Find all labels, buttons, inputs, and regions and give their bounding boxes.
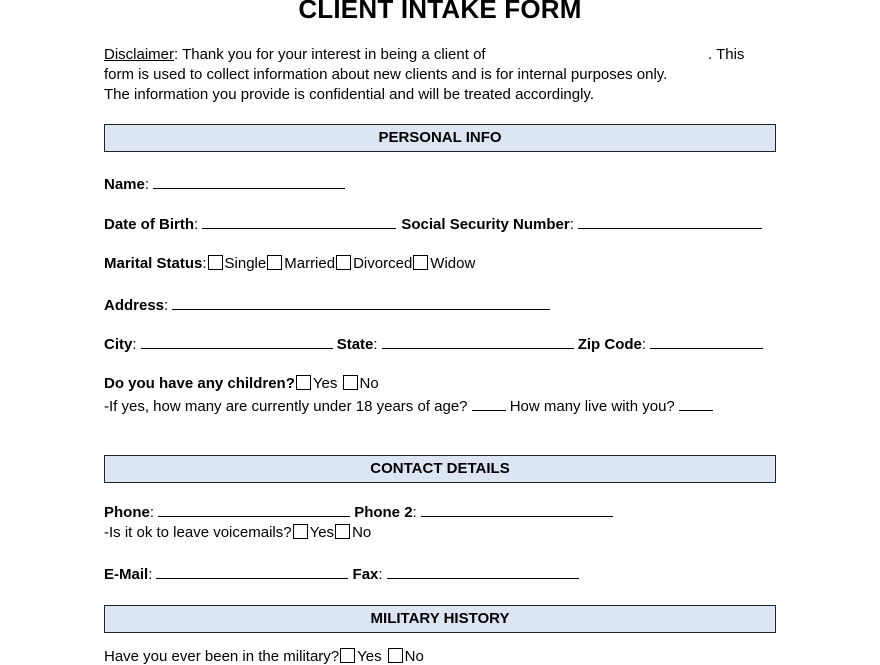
marital-label: Marital Status [104, 255, 203, 272]
city-label: City [104, 336, 133, 353]
voicemail-no-checkbox[interactable] [335, 524, 350, 539]
voicemail-yes-checkbox[interactable] [293, 524, 308, 539]
phone2-field[interactable] [421, 502, 613, 517]
name-field[interactable] [153, 174, 345, 189]
military-row [104, 648, 424, 665]
section-military-history: MILITARY HISTORY [104, 605, 776, 633]
children-under-18-field[interactable] [472, 396, 506, 411]
disclaimer-label: Disclaimer [104, 46, 175, 63]
phone-label: Phone [104, 504, 150, 521]
marital-divorced-checkbox[interactable] [336, 255, 351, 270]
marital-married-label: Married [284, 255, 336, 272]
section-contact-details: CONTACT DETAILS [104, 455, 776, 483]
marital-divorced-label: Divorced [353, 255, 413, 272]
disclaimer-text-1-end: . This [708, 46, 745, 63]
fax-field[interactable] [387, 564, 579, 579]
children-yes-label: Yes [312, 375, 338, 392]
voicemail-row [104, 524, 371, 541]
ssn-label: Social Security Number [401, 216, 570, 233]
phone-row: Phone: Phone 2: [104, 502, 613, 521]
email-fax-row: E-Mail: Fax: [104, 564, 579, 583]
voicemail-yes-label: Yes [309, 524, 335, 541]
phone2-label: Phone 2 [354, 504, 413, 521]
disclaimer-line-1 [104, 46, 486, 63]
name-row: Name: [104, 174, 345, 193]
military-no-label: No [404, 648, 424, 665]
dob-ssn-row: Date of Birth: Social Security Number: [104, 214, 762, 233]
address-field[interactable] [172, 295, 550, 310]
voicemail-question: -Is it ok to leave voicemails? [104, 524, 292, 541]
zip-label: Zip Code [577, 336, 642, 353]
address-row: Address: [104, 295, 550, 314]
marital-widow-label: Widow [430, 255, 476, 272]
military-no-checkbox[interactable] [388, 648, 403, 663]
marital-married-checkbox[interactable] [267, 255, 282, 270]
name-label: Name [104, 176, 145, 193]
disclaimer-text-3: The information you provide is confidential and will be treated accordingly. [104, 86, 594, 103]
section-personal-info: PERSONAL INFO [104, 124, 776, 152]
city-field[interactable] [141, 334, 333, 349]
children-row [104, 375, 379, 392]
children-yes-checkbox[interactable] [296, 375, 311, 390]
address-label: Address [104, 297, 165, 314]
marital-single-label: Single [224, 255, 267, 272]
state-field[interactable] [382, 334, 574, 349]
military-yes-checkbox[interactable] [340, 648, 355, 663]
children-under-18-question: -If yes, how many are currently under 18 years of age? [104, 398, 468, 415]
email-field[interactable] [156, 564, 348, 579]
city-state-zip-row: City: State: Zip Code: [104, 334, 763, 353]
zip-field[interactable] [650, 334, 763, 349]
disclaimer-text-2: form is used to collect information about new clients and is for internal purposes only. [104, 66, 668, 83]
military-question: Have you ever been in the military? [104, 648, 340, 665]
children-no-label: No [359, 375, 379, 392]
children-question: Do you have any children? [104, 375, 295, 392]
marital-widow-checkbox[interactable] [413, 255, 428, 270]
fax-label: Fax [352, 566, 379, 583]
email-label: E-Mail [104, 566, 149, 583]
dob-label: Date of Birth [104, 216, 194, 233]
phone-field[interactable] [158, 502, 350, 517]
children-no-checkbox[interactable] [343, 375, 358, 390]
children-live-with-field[interactable] [679, 396, 713, 411]
marital-single-checkbox[interactable] [208, 255, 223, 270]
ssn-field[interactable] [578, 214, 762, 229]
page-title: CLIENT INTAKE FORM [298, 0, 582, 24]
children-followup-row [104, 396, 713, 415]
state-label: State [336, 336, 374, 353]
children-live-with-question: How many live with you? [509, 398, 675, 415]
marital-row: Marital Status: Single Married Divorced Widow [104, 255, 476, 272]
voicemail-no-label: No [352, 524, 372, 541]
dob-field[interactable] [202, 214, 396, 229]
military-yes-label: Yes [357, 648, 382, 665]
disclaimer-text-1: : Thank you for your interest in being a client of [174, 46, 486, 63]
